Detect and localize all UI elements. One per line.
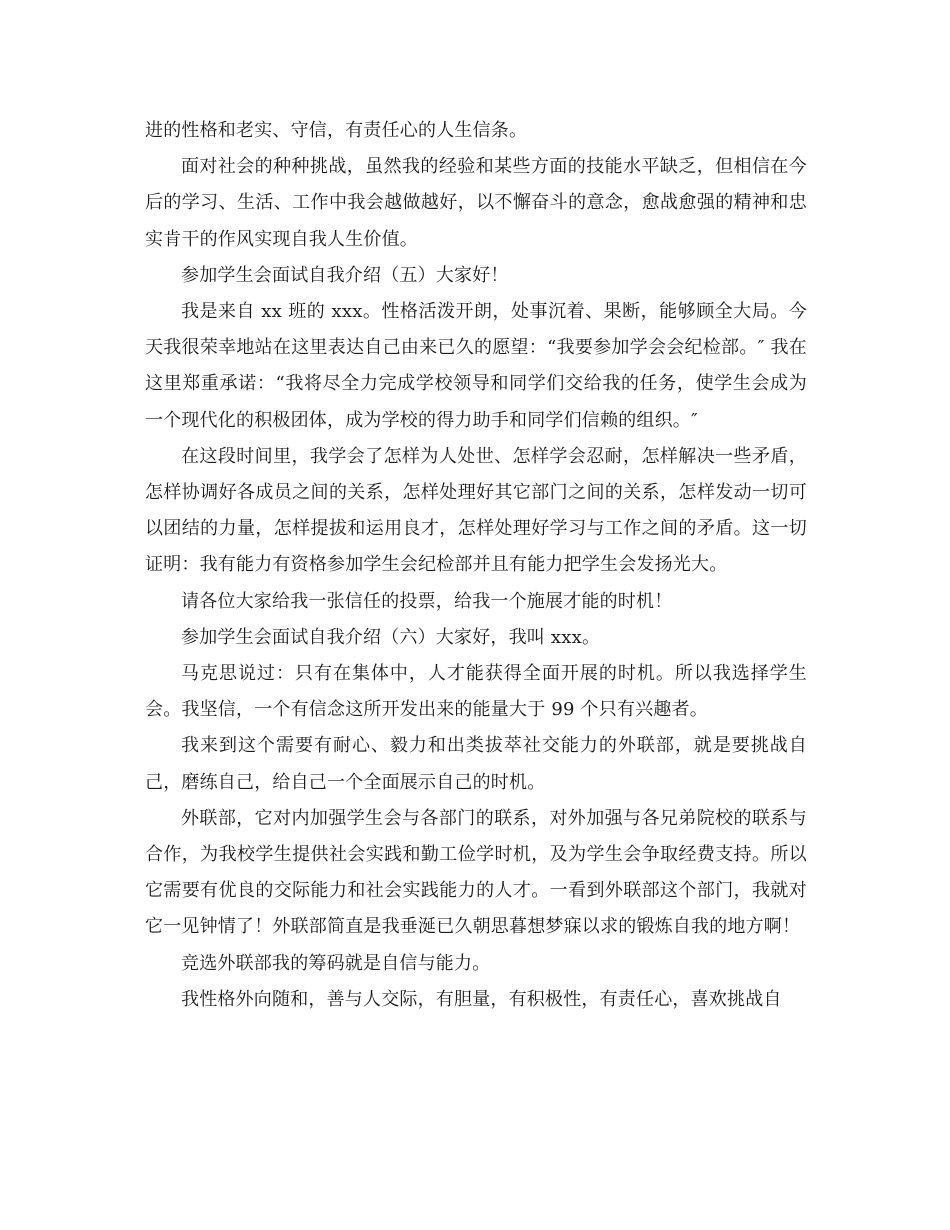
paragraph: 我来到这个需要有耐心、毅力和出类拔萃社交能力的外联部，就是要挑战自己，磨练自己，给自己一个全面展示自己的时机。	[145, 735, 807, 793]
paragraph: 我性格外向随和，善与人交际，有胆量，有积极性，有责任心，喜欢挑战自	[181, 988, 782, 1010]
paragraph: 在这段时间里，我学会了怎样为人处世、怎样学会忍耐，怎样解决一些矛盾，怎样协调好各成员之间的关系，怎样处理好其它部门之间的关系，怎样发动一切可以团结的力量，怎样提拔和运用良才，怎样处理好学习与工作之间的矛盾。这一切证明：我有能力有资格参加学生会纪检部并且有能力把学生会发扬光大。	[145, 445, 807, 576]
paragraph: 我是来自 xx 班的 xxx。性格活泼开朗，处事沉着、果断，能够顾全大局。今天我很荣幸地站在这里表达自己由来已久的愿望：“我要参加学会会纪检部。″ 我在这里郑重承诺：“我将尽全力完成学校领导和同学们交给我的任务，使学生会成为一个现代化的积极团体，成为学校的得力助手和同学们信赖的组织。″	[145, 301, 807, 431]
paragraph: 面对社会的种种挑战，虽然我的经验和某些方面的技能水平缺乏，但相信在今后的学习、生活、工作中我会越做越好，以不懈奋斗的意念，愈战愈强的精神和忠实肯干的作风实现自我人生价值。	[145, 156, 807, 250]
paragraph: 进的性格和老实、守信，有责任心的人生信条。	[145, 120, 528, 141]
paragraph: 马克思说过：只有在集体中，人才能获得全面开展的时机。所以我选择学生会。我坚信，一个有信念这所开发出来的能量大于 99 个只有兴趣者。	[145, 663, 807, 721]
section-heading-6: 参加学生会面试自我介绍（六）大家好，我叫 xxx。	[181, 626, 601, 648]
document-body	[145, 113, 807, 1018]
paragraph: 外联部，它对内加强学生会与各部门的联系，对外加强与各兄弟院校的联系与合作，为我校学生提供社会实践和勤工俭学时机，及为学生会争取经费支持。所以它需要有优良的交际能力和社会实践能力的人才。一看到外联部这个部门，我就对它一见钟情了！外联部简直是我垂涎已久朝思暮想梦寐以求的锻炼自我的地方啊！	[145, 807, 807, 938]
section-heading-5: 参加学生会面试自我介绍（五）大家好！	[181, 264, 509, 286]
paragraph: 请各位大家给我一张信任的投票，给我一个施展才能的时机！	[181, 590, 673, 612]
paragraph: 竞选外联部我的筹码就是自信与能力。	[181, 952, 491, 974]
